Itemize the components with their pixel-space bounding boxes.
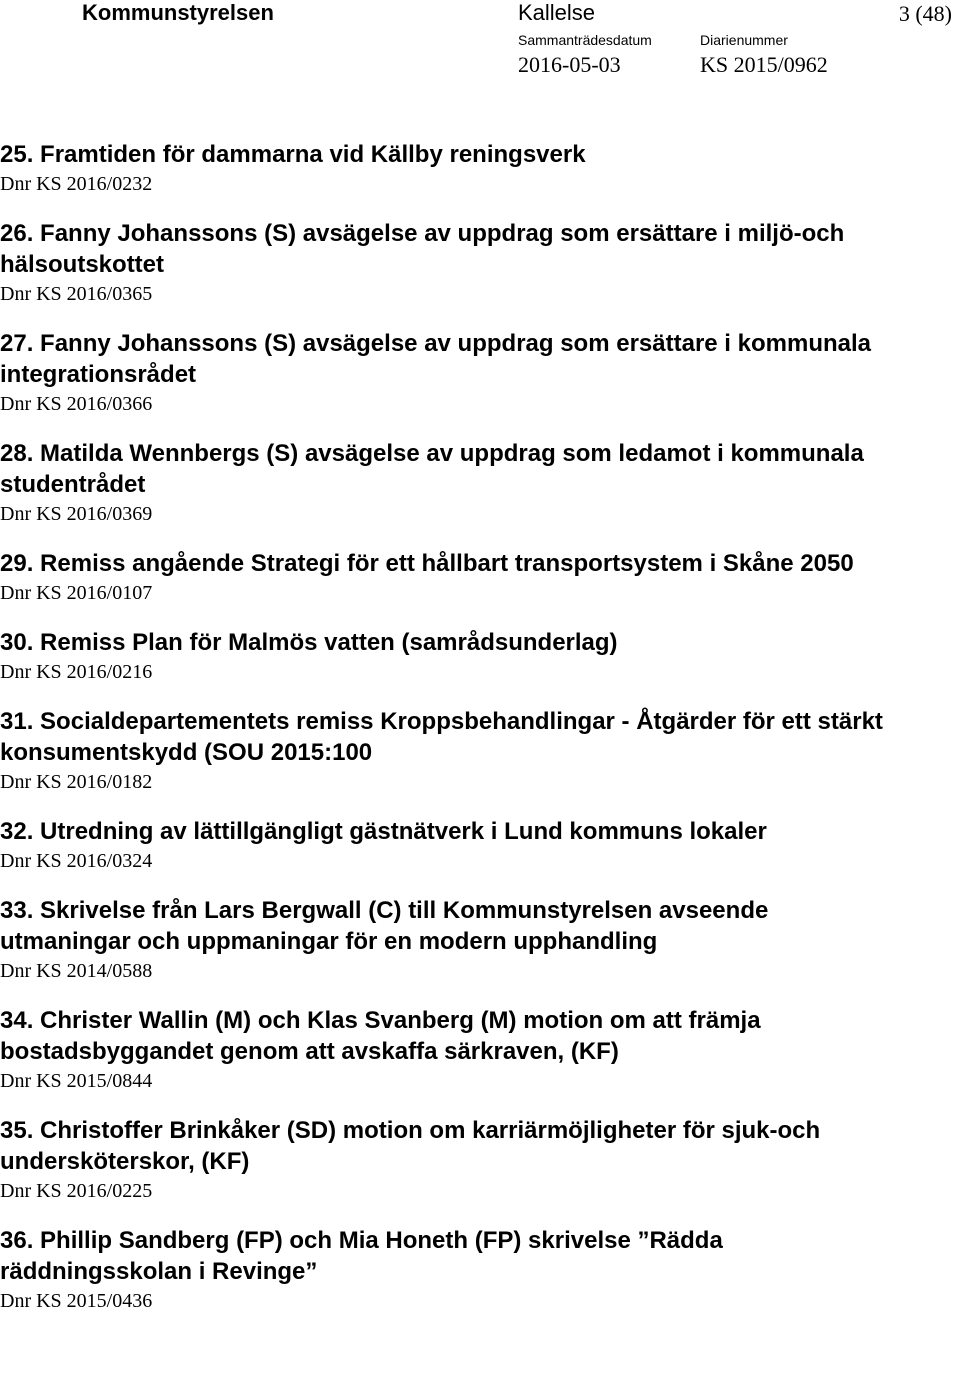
agenda-item <box>0 1225 960 1315</box>
agenda-item <box>0 816 960 875</box>
agenda-item-number: 25. <box>0 141 34 168</box>
agenda-item-number: 32. <box>0 818 34 845</box>
agenda-item-number: 31. <box>0 708 34 735</box>
agenda-item-dnr: Dnr KS 2016/0365 <box>0 283 153 305</box>
agenda-item-dnr: Dnr KS 2016/0225 <box>0 1180 153 1202</box>
agenda-item-title: 32. Utredning av lättillgängligt gästnätverk i Lund kommuns lokaler <box>0 818 767 845</box>
agenda-item-number: 36. <box>0 1227 34 1254</box>
agenda-item-number: 34. <box>0 1007 34 1034</box>
agenda-item-title: 34. Christer Wallin (M) och Klas Svanberg (M) motion om att främja bostadsbyggandet genom att avskaffa särkraven, (KF) <box>0 1007 761 1065</box>
agenda-item-number: 35. <box>0 1117 34 1144</box>
organization-name: Kommunstyrelsen <box>82 0 274 25</box>
agenda-item <box>0 139 960 198</box>
agenda-item-number: 28. <box>0 440 34 467</box>
meeting-date-label: Sammanträdesdatum <box>518 32 652 48</box>
agenda-item <box>0 218 960 308</box>
agenda-item-number: 33. <box>0 897 34 924</box>
agenda-item-title: 26. Fanny Johanssons (S) avsägelse av uppdrag som ersättare i miljö-och hälsoutskottet <box>0 220 845 278</box>
agenda-item-dnr: Dnr KS 2016/0107 <box>0 582 153 604</box>
document-type: Kallelse <box>518 0 596 25</box>
agenda-item-title: 33. Skrivelse från Lars Bergwall (C) till Kommunstyrelsen avseende utmaningar och uppmaningar för en modern upphandling <box>0 897 769 955</box>
agenda-list <box>0 139 960 1335</box>
page-number: 3 (48) <box>898 1 952 26</box>
agenda-item-number: 26. <box>0 220 34 247</box>
meeting-date: 2016-05-03 <box>518 52 621 77</box>
agenda-item-dnr: Dnr KS 2016/0216 <box>0 661 153 683</box>
agenda-item-title: 30. Remiss Plan för Malmös vatten (samrådsunderlag) <box>0 629 618 656</box>
agenda-item <box>0 895 960 985</box>
agenda-item-dnr: Dnr KS 2016/0232 <box>0 173 153 195</box>
agenda-item-number: 27. <box>0 330 34 357</box>
agenda-item-title: 35. Christoffer Brinkåker (SD) motion om karriärmöjligheter för sjuk-och undersköterskor, (KF) <box>0 1117 821 1175</box>
agenda-item-title: 27. Fanny Johanssons (S) avsägelse av uppdrag som ersättare i kommunala integrationsrådet <box>0 330 871 388</box>
agenda-item-dnr: Dnr KS 2016/0369 <box>0 503 153 525</box>
agenda-item-dnr: Dnr KS 2016/0324 <box>0 850 153 872</box>
diary-number: KS 2015/0962 <box>700 52 828 77</box>
agenda-item-number: 30. <box>0 629 34 656</box>
agenda-item <box>0 328 960 418</box>
agenda-item <box>0 1115 960 1205</box>
page-header <box>0 0 960 90</box>
agenda-item <box>0 706 960 796</box>
agenda-item-dnr: Dnr KS 2015/0436 <box>0 1290 153 1312</box>
agenda-item-number: 29. <box>0 550 34 577</box>
agenda-item-dnr: Dnr KS 2015/0844 <box>0 1070 153 1092</box>
agenda-item-dnr: Dnr KS 2016/0366 <box>0 393 153 415</box>
agenda-item <box>0 548 960 607</box>
agenda-item <box>0 438 960 528</box>
agenda-item-title: 36. Phillip Sandberg (FP) och Mia Honeth (FP) skrivelse ”Rädda räddningsskolan i Revinge” <box>0 1227 723 1285</box>
agenda-item-title: 25. Framtiden för dammarna vid Källby reningsverk <box>0 141 586 168</box>
agenda-item <box>0 627 960 686</box>
diary-number-label: Diarienummer <box>700 32 788 48</box>
agenda-item-title: 31. Socialdepartementets remiss Kroppsbehandlingar - Åtgärder för ett stärkt konsumentskydd (SOU 2015:100 <box>0 708 883 766</box>
agenda-item <box>0 1005 960 1095</box>
agenda-item-dnr: Dnr KS 2016/0182 <box>0 771 153 793</box>
agenda-item-title: 29. Remiss angående Strategi för ett hållbart transportsystem i Skåne 2050 <box>0 550 854 577</box>
agenda-item-dnr: Dnr KS 2014/0588 <box>0 960 153 982</box>
agenda-item-title: 28. Matilda Wennbergs (S) avsägelse av uppdrag som ledamot i kommunala studentrådet <box>0 440 864 498</box>
